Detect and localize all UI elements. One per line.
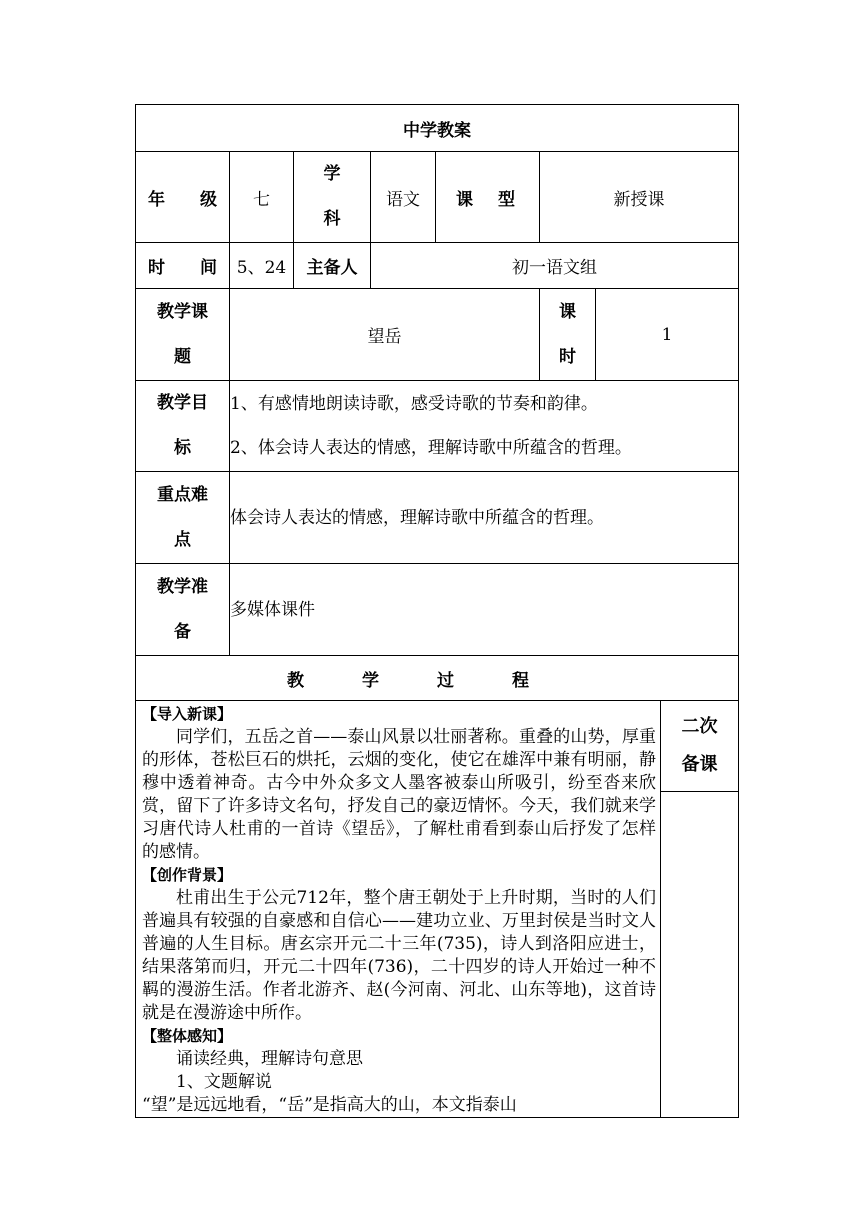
period-value: 1 <box>596 289 739 381</box>
goal-item: 2、体会诗人表达的情感，理解诗歌中所蕴含的哲理。 <box>230 438 632 458</box>
grade-label: 年 级 <box>136 152 230 243</box>
process-content <box>136 701 661 1118</box>
type-value: 新授课 <box>540 152 739 243</box>
secondary-prep-label: 二次 备课 <box>661 701 738 792</box>
key-points-value: 体会诗人表达的情感，理解诗歌中所蕴含的哲理。 <box>230 472 739 564</box>
overall-line: 诵读经典，理解诗句意思 <box>176 1049 363 1069</box>
doc-title: 中学教案 <box>136 105 739 152</box>
goals-list <box>230 381 739 472</box>
subject-label: 学 科 <box>294 152 371 243</box>
background-text: 杜甫出生于公元712年，整个唐王朝处于上升时期，当时的人们普遍具有较强的自豪感和自信心——建功立业、万里封侯是当时文人普遍的人生目标。唐玄宗开元二十三年(735)，诗人到洛阳应进士，结果落第而归，开元二十四年(736)，二十四岁的诗人开始过一种不羁的漫游生活。作者北游齐、赵(今河南、河北、山东等地)，这首诗就是在漫游途中所作。 <box>142 888 656 1023</box>
prep-label: 教学准 备 <box>136 564 230 656</box>
preparer-label: 主备人 <box>294 243 371 289</box>
secondary-prep-column <box>661 701 739 1118</box>
intro-heading: 【导入新课】 <box>142 705 233 723</box>
overall-line: 1、文题解说 <box>176 1072 272 1092</box>
key-points-label: 重点难 点 <box>136 472 230 564</box>
time-value: 5、24 <box>230 243 294 289</box>
grade-value: 七 <box>230 152 294 243</box>
prep-value: 多媒体课件 <box>230 564 739 656</box>
preparer-value: 初一语文组 <box>371 243 739 289</box>
goal-item: 1、有感情地朗读诗歌，感受诗歌的节奏和韵律。 <box>230 394 598 414</box>
overall-heading: 【整体感知】 <box>142 1027 233 1045</box>
goals-label: 教学目 标 <box>136 381 230 472</box>
lesson-plan-table <box>135 104 739 1118</box>
intro-text: 同学们，五岳之首——泰山风景以壮丽著称。重叠的山势，厚重的形体，苍松巨石的烘托，云烟的变化，使它在雄浑中兼有明丽，静穆中透着神奇。古今中外众多文人墨客被泰山所吸引，纷至沓来欣赏，留下了许多诗文名句，抒发自己的豪迈情怀。今天，我们就来学习唐代诗人杜甫的一首诗《望岳》，了解杜甫看到泰山后抒发了怎样的感情。 <box>142 727 656 862</box>
topic-value: 望岳 <box>230 289 540 381</box>
period-label: 课 时 <box>540 289 596 381</box>
overall-line: “望”是远远地看，“岳”是指高大的山，本文指泰山 <box>142 1095 517 1115</box>
time-label: 时 间 <box>136 243 230 289</box>
background-heading: 【创作背景】 <box>142 866 233 884</box>
topic-label: 教学课 题 <box>136 289 230 381</box>
subject-value: 语文 <box>371 152 436 243</box>
type-label: 课 型 <box>436 152 540 243</box>
process-title: 教学过程 <box>136 656 739 701</box>
